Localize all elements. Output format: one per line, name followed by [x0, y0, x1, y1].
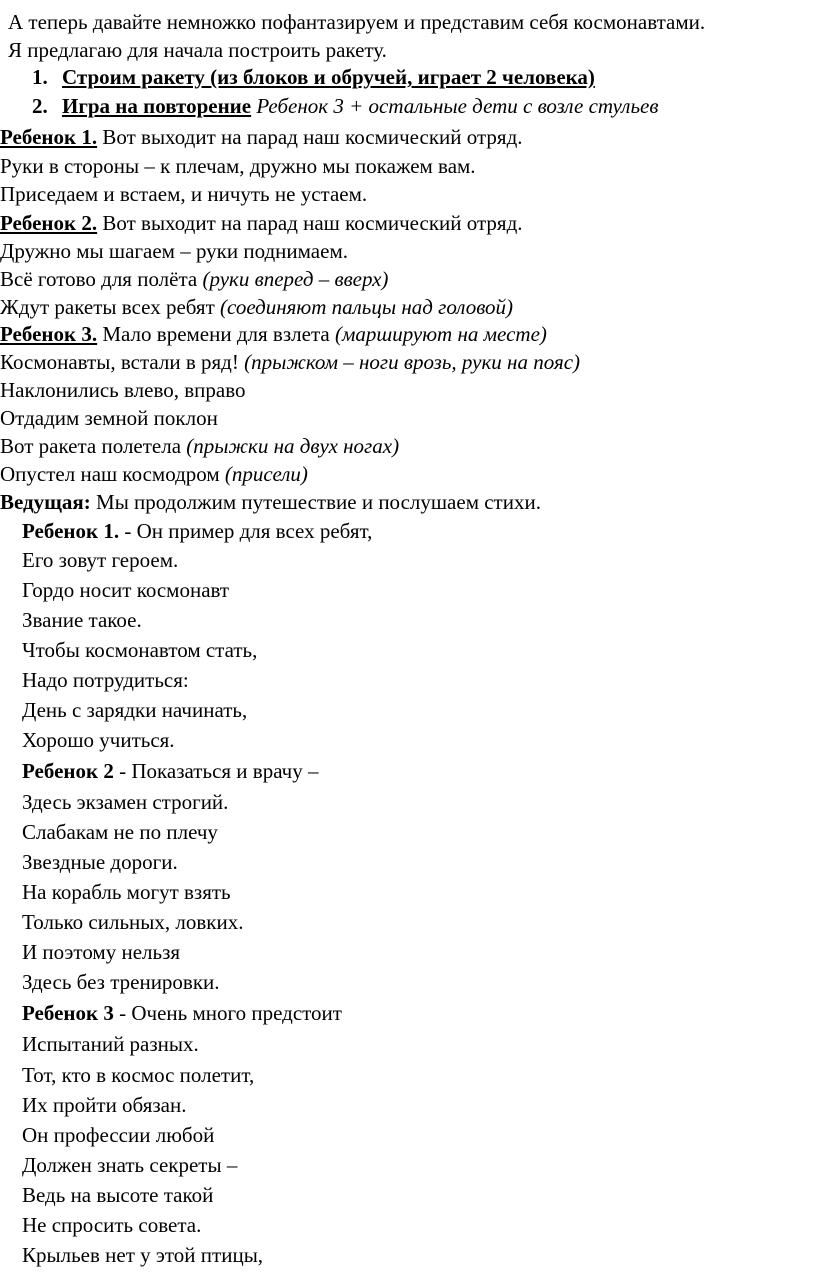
line-text: - Очень много предстоит: [113, 1001, 342, 1025]
speaker-label: Ребенок 1.: [22, 519, 120, 543]
line-text: - Он пример для всех ребят,: [119, 519, 373, 543]
poem-line: Надо потрудиться:: [22, 668, 189, 692]
line-text: Вот выходит на парад наш космический отряд.: [97, 211, 523, 235]
game-line: [0, 348, 580, 376]
poem-line: Тот, кто в космос полетит,: [22, 1063, 255, 1087]
game-line: [0, 209, 523, 237]
poem-line: Звание такое.: [22, 608, 142, 632]
list-title: Игра на повторение: [62, 94, 252, 118]
stage-direction: (маршируют на месте): [334, 322, 547, 346]
poem-line: [22, 517, 372, 545]
game-line: Отдадим земной поклон: [0, 406, 218, 430]
list-title: Строим ракету (из блоков и обручей, играет 2 человека): [62, 65, 595, 89]
game-line: [0, 265, 388, 293]
poem-line: Здесь экзамен строгий.: [22, 790, 229, 814]
stage-direction: (прыжком – ноги врозь, руки на пояс): [244, 350, 581, 374]
list-number: 1.: [32, 65, 48, 89]
poem-line: Только сильных, ловких.: [22, 910, 244, 934]
line-text: Опустел наш космодром: [0, 462, 225, 486]
game-line: Наклонились влево, вправо: [0, 378, 246, 402]
poem-line: Его зовут героем.: [22, 548, 179, 572]
list-number: 2.: [32, 94, 48, 118]
line-text: Космонавты, встали в ряд!: [0, 350, 245, 374]
game-line: Дружно мы шагаем – руки поднимаем.: [0, 239, 348, 263]
poem-line: [22, 757, 319, 785]
poem-line: Должен знать секреты –: [22, 1153, 238, 1177]
poem-line: Звездные дороги.: [22, 850, 178, 874]
poem-line: Испытаний разных.: [22, 1032, 199, 1056]
line-text: Всё готово для полёта: [0, 267, 203, 291]
speaker-label: Ребенок 3.: [0, 322, 98, 346]
poem-line: Ведь на высоте такой: [22, 1183, 214, 1207]
speaker-label: Ребенок 2: [22, 759, 114, 783]
line-text: Ждут ракеты всех ребят: [0, 295, 221, 319]
line-text: Мы продолжим путешествие и послушаем стихи.: [90, 490, 541, 514]
line-text: - Показаться и врачу –: [113, 759, 319, 783]
line-text: Вот выходит на парад наш космический отряд.: [97, 125, 523, 149]
poem-line: И поэтому нельзя: [22, 940, 181, 964]
list-item: [32, 63, 595, 91]
list-note: Ребенок 3 + остальные дети с возле стульев: [251, 94, 659, 118]
game-line: [0, 320, 547, 348]
poem-line: Он профессии любой: [22, 1123, 215, 1147]
stage-direction: (прыжки на двух ногах): [186, 434, 400, 458]
list-item: [32, 92, 658, 120]
intro-line-1: А теперь давайте немножко пофантазируем и представим себя космонавтами.: [8, 10, 706, 34]
game-line: [0, 123, 523, 151]
intro-line-2: Я предлагаю для начала построить ракету.: [8, 38, 387, 62]
line-text: Вот ракета полетела: [0, 434, 187, 458]
poem-line: День с зарядки начинать,: [22, 698, 248, 722]
game-line: [0, 432, 399, 460]
game-line: [0, 293, 513, 321]
poem-line: Слабакам не по плечу: [22, 820, 218, 844]
poem-line: Хорошо учиться.: [22, 728, 175, 752]
poem-line: Гордо носит космонавт: [22, 578, 230, 602]
speaker-label: Ведущая:: [0, 490, 91, 514]
poem-line: Здесь без тренировки.: [22, 970, 220, 994]
poem-line: Крыльев нет у этой птицы,: [22, 1243, 264, 1267]
host-line: [0, 488, 541, 516]
poem-line: На корабль могут взять: [22, 880, 231, 904]
poem-line: Чтобы космонавтом стать,: [22, 638, 258, 662]
speaker-label: Ребенок 3: [22, 1001, 114, 1025]
game-line: Приседаем и встаем, и ничуть не устаем.: [0, 182, 368, 206]
speaker-label: Ребенок 2.: [0, 211, 98, 235]
poem-line: Их пройти обязан.: [22, 1093, 187, 1117]
game-line: Руки в стороны – к плечам, дружно мы покажем вам.: [0, 154, 476, 178]
speaker-label: Ребенок 1.: [0, 125, 98, 149]
stage-direction: (присели): [224, 462, 308, 486]
line-text: Мало времени для взлета: [97, 322, 335, 346]
stage-direction: (руки вперед – вверх): [202, 267, 389, 291]
stage-direction: (соединяют пальцы над головой): [220, 295, 514, 319]
poem-line: [22, 999, 342, 1027]
game-line: [0, 460, 308, 488]
poem-line: Не спросить совета.: [22, 1213, 202, 1237]
